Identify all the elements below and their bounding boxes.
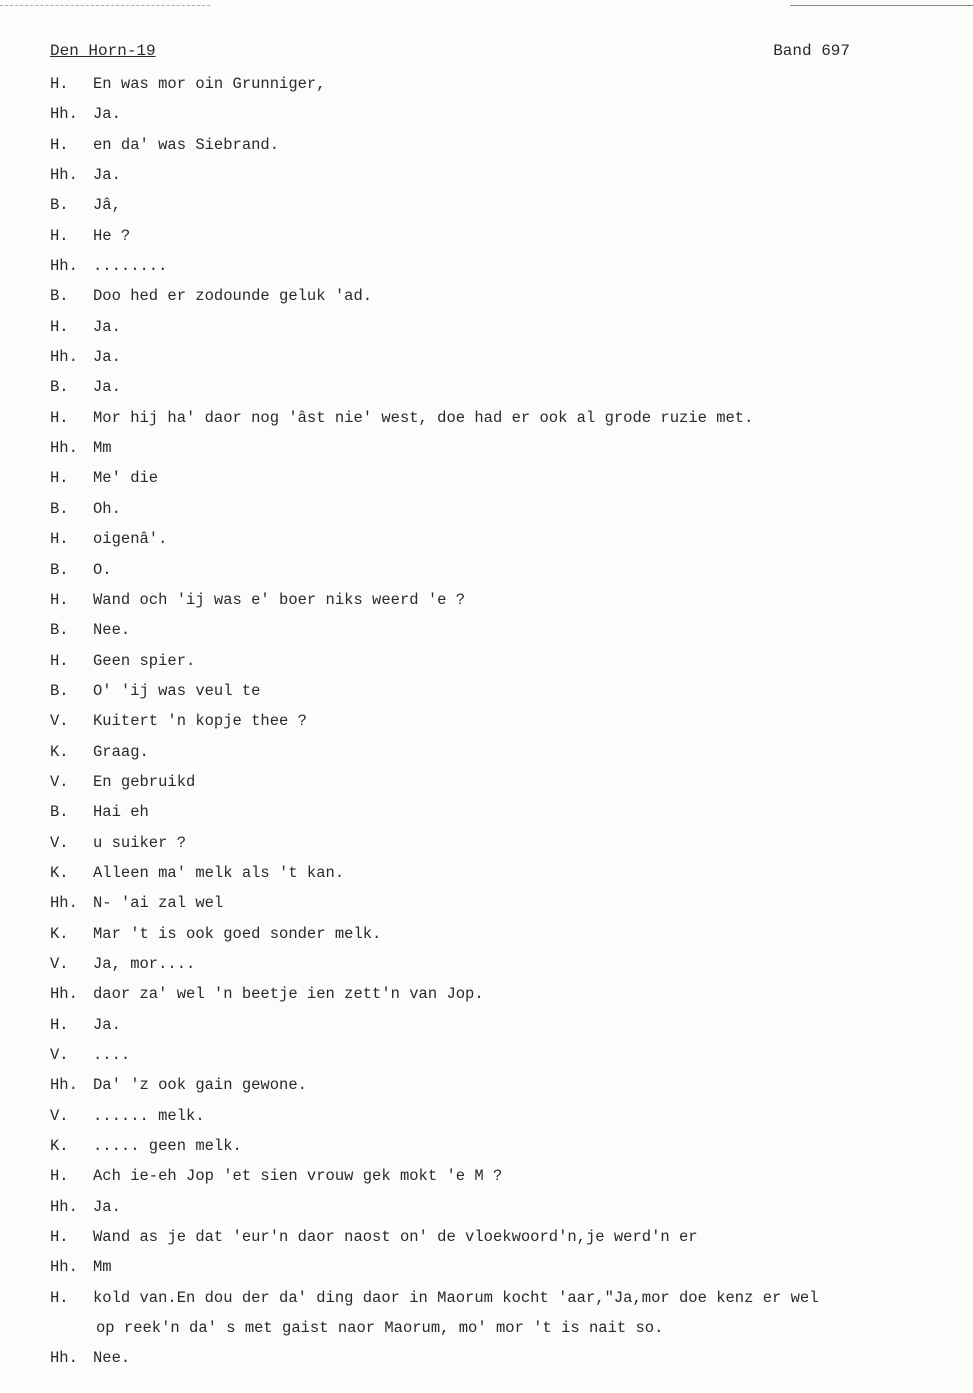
- speaker-label: Hh.: [50, 1197, 78, 1216]
- utterance-text: daor za' wel 'n beetje ien zett'n van Jop.: [93, 985, 484, 1004]
- transcript-line: [50, 588, 950, 618]
- speaker-label: H.: [50, 75, 69, 93]
- utterance-text: kold van.En dou der da' ding daor in Maorum kocht 'aar,"Ja,mor doe kenz er wel: [93, 1288, 819, 1307]
- utterance-text: He ?: [93, 226, 131, 245]
- speaker-label: Hh.: [50, 257, 78, 276]
- transcript-line: [50, 952, 950, 982]
- speaker-label: V.: [50, 772, 69, 791]
- transcript-line: [50, 740, 950, 770]
- utterance-text: Ja.: [93, 166, 121, 185]
- transcript-line: [50, 527, 950, 557]
- utterance-text: Kuitert 'n kopje thee ?: [93, 712, 307, 731]
- transcript-line: [50, 861, 950, 891]
- utterance-text: Ja.: [93, 1197, 121, 1216]
- speaker-label: H.: [50, 135, 69, 154]
- transcript-line: [50, 558, 950, 588]
- transcript-line: [50, 1255, 950, 1285]
- speaker-label: B.: [50, 621, 69, 640]
- speaker-label: B.: [50, 287, 69, 306]
- utterance-text: Geen spier.: [93, 651, 196, 670]
- speaker-label: Hh.: [50, 894, 78, 913]
- speaker-label: H.: [50, 226, 69, 245]
- utterance-text: op reek'n da' s met gaist naor Maorum, mo' mor 't is nait so.: [96, 1319, 664, 1338]
- speaker-label: Hh.: [50, 105, 78, 124]
- utterance-text: Hai eh: [93, 803, 149, 822]
- transcript-line: [50, 891, 950, 921]
- transcript-line: [50, 284, 950, 314]
- transcript-line: [50, 709, 950, 739]
- speaker-label: V.: [50, 833, 69, 852]
- speaker-label: Hh.: [50, 1076, 78, 1095]
- utterance-text: En gebruikd: [93, 772, 196, 791]
- utterance-text: N- 'ai zal wel: [93, 894, 224, 913]
- speaker-label: K.: [50, 742, 69, 761]
- speaker-label: V.: [50, 954, 69, 973]
- speaker-label: K.: [50, 863, 69, 882]
- document-title: Den Horn-19: [50, 42, 156, 60]
- transcript-line: [50, 436, 950, 466]
- transcript-line: [50, 618, 950, 648]
- transcript-line: [50, 72, 950, 102]
- speaker-label: B.: [50, 681, 69, 700]
- transcript-line: [50, 133, 950, 163]
- utterance-text: Wand as je dat 'eur'n daor naost on' de vloekwoord'n,je werd'n er: [93, 1228, 698, 1247]
- transcript-line: [50, 497, 950, 527]
- transcript-line: [50, 1346, 950, 1376]
- utterance-text: Ja.: [93, 105, 121, 124]
- speaker-label: H.: [50, 469, 69, 488]
- transcript-line: [50, 649, 950, 679]
- utterance-text: Oh.: [93, 499, 121, 518]
- transcript-line: [50, 1225, 950, 1255]
- utterance-text: Mm: [93, 1258, 112, 1277]
- utterance-text: Ja.: [93, 1015, 121, 1034]
- top-rule-right: [790, 5, 973, 6]
- utterance-text: en da' was Siebrand.: [93, 135, 280, 154]
- speaker-label: K.: [50, 924, 69, 943]
- transcript-line: [50, 375, 950, 405]
- utterance-text: O.: [93, 560, 112, 579]
- utterance-text: ....: [93, 1046, 131, 1064]
- transcript-line: [50, 800, 950, 830]
- speaker-label: V.: [50, 1106, 69, 1125]
- utterance-text: Ja, mor....: [93, 954, 196, 973]
- utterance-text: Wand och 'ij was e' boer niks weerd 'e ?: [93, 590, 466, 609]
- speaker-label: Hh.: [50, 348, 78, 367]
- speaker-label: V.: [50, 712, 69, 731]
- transcript-body: [50, 72, 950, 1377]
- transcript-line: [50, 1104, 950, 1134]
- transcript-line: [50, 406, 950, 436]
- speaker-label: V.: [50, 1046, 69, 1064]
- speaker-label: Hh.: [50, 1258, 78, 1277]
- utterance-text: ...... melk.: [93, 1106, 205, 1125]
- transcript-line: [50, 1043, 950, 1073]
- tape-number: Band 697: [773, 42, 850, 60]
- top-rule-left: [0, 5, 210, 6]
- utterance-text: Nee.: [93, 1349, 131, 1368]
- speaker-label: H.: [50, 1015, 69, 1034]
- speaker-label: K.: [50, 1137, 69, 1156]
- utterance-text: Mor hij ha' daor nog 'âst nie' west, doe had er ook al grode ruzie met.: [93, 408, 754, 427]
- utterance-text: En was mor oin Grunniger,: [93, 75, 326, 93]
- speaker-label: H.: [50, 1167, 69, 1186]
- transcript-line: [50, 1286, 950, 1316]
- speaker-label: Hh.: [50, 1349, 78, 1368]
- utterance-text: Ach ie-eh Jop 'et sien vrouw gek mokt 'e M ?: [93, 1167, 503, 1186]
- speaker-label: H.: [50, 590, 69, 609]
- speaker-label: Hh.: [50, 439, 78, 458]
- transcript-line: [50, 1013, 950, 1043]
- transcript-line: [50, 1134, 950, 1164]
- utterance-text: Jâ,: [93, 196, 121, 215]
- speaker-label: H.: [50, 317, 69, 336]
- utterance-text: ........: [93, 257, 168, 276]
- transcript-line: [50, 254, 950, 284]
- speaker-label: B.: [50, 560, 69, 579]
- utterance-text: u suiker ?: [93, 833, 187, 852]
- speaker-label: H.: [50, 530, 69, 549]
- speaker-label: B.: [50, 803, 69, 822]
- transcript-line: [50, 679, 950, 709]
- transcript-line: [50, 922, 950, 952]
- utterance-text: oigenâ'.: [93, 530, 168, 549]
- speaker-label: H.: [50, 1228, 69, 1247]
- transcript-line: [50, 224, 950, 254]
- transcript-line: [50, 1164, 950, 1194]
- utterance-text: Nee.: [93, 621, 131, 640]
- transcript-line: [50, 1195, 950, 1225]
- transcript-line: [50, 345, 950, 375]
- speaker-label: Hh.: [50, 166, 78, 185]
- speaker-label: H.: [50, 1288, 69, 1307]
- utterance-text: Ja.: [93, 348, 121, 367]
- utterance-text: ..... geen melk.: [93, 1137, 242, 1156]
- transcript-line: [50, 315, 950, 345]
- speaker-label: B.: [50, 378, 69, 397]
- transcript-line-continuation: [50, 1316, 950, 1346]
- utterance-text: Doo hed er zodounde geluk 'ad.: [93, 287, 373, 306]
- utterance-text: Alleen ma' melk als 't kan.: [93, 863, 345, 882]
- transcript-line: [50, 770, 950, 800]
- transcript-line: [50, 1073, 950, 1103]
- speaker-label: H.: [50, 651, 69, 670]
- transcript-line: [50, 831, 950, 861]
- transcript-line: [50, 163, 950, 193]
- speaker-label: Hh.: [50, 985, 78, 1004]
- utterance-text: O' 'ij was veul te: [93, 681, 261, 700]
- utterance-text: Ja.: [93, 317, 121, 336]
- transcript-line: [50, 982, 950, 1012]
- utterance-text: Da' 'z ook gain gewone.: [93, 1076, 307, 1095]
- speaker-label: H.: [50, 408, 69, 427]
- transcript-line: [50, 193, 950, 223]
- speaker-label: B.: [50, 499, 69, 518]
- utterance-text: Mar 't is ook goed sonder melk.: [93, 924, 382, 943]
- page-header: [50, 42, 850, 64]
- utterance-text: Mm: [93, 439, 112, 458]
- transcript-line: [50, 466, 950, 496]
- transcript-line: [50, 102, 950, 132]
- utterance-text: Me' die: [93, 469, 159, 488]
- utterance-text: Graag.: [93, 742, 149, 761]
- utterance-text: Ja.: [93, 378, 121, 397]
- speaker-label: B.: [50, 196, 69, 215]
